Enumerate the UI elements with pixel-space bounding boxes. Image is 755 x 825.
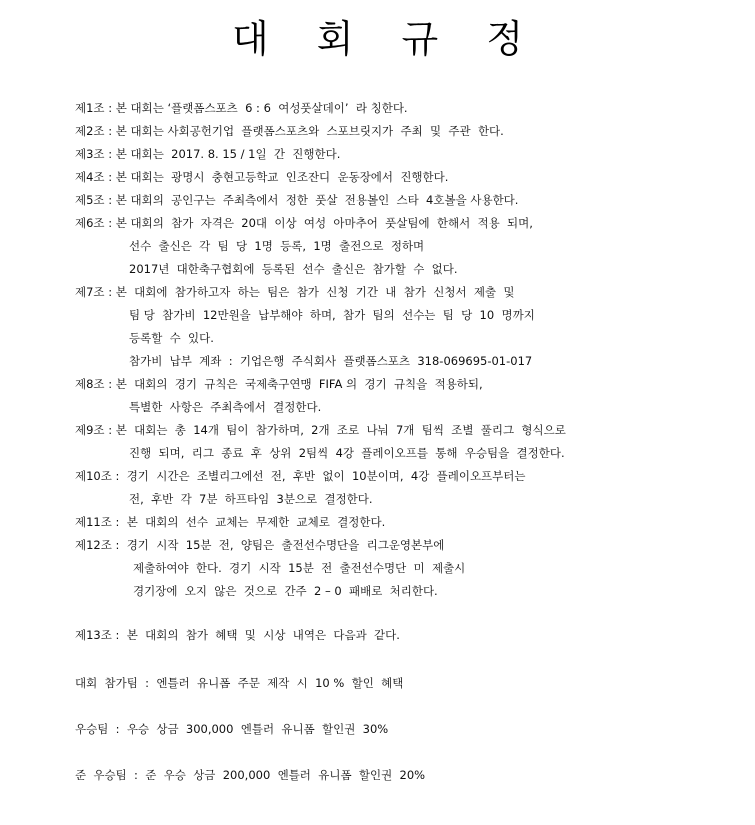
rule-line: 제10조 : 경기 시간은 조별리그에선 전, 후반 없이 10분이며, 4강 플레이오프부터는 (75, 469, 526, 483)
rule-13: 제13조 : 본 대회의 참가 혜택 및 시상 내역은 다음과 같다. (75, 628, 400, 642)
rule-line: 제4조 : 본 대회는 광명시 충현고등학교 인조잔디 운동장에서 진행한다. (75, 170, 449, 184)
rule-line: 팀 당 참가비 12만원을 납부해야 하며, 참가 팀의 선수는 팀 당 10 명까지 (129, 308, 535, 322)
rule-line: 제6조 : 본 대회의 참가 자격은 20대 이상 여성 아마추어 풋살팀에 한해서 적용 되며, (75, 216, 533, 230)
rule-line: 제5조 : 본 대회의 공인구는 주최측에서 정한 풋살 전용볼인 스타 4호볼을 사용한다. (75, 193, 519, 207)
rule-line: 선수 출신은 각 팀 당 1명 등록, 1명 출전으로 정하며 (129, 239, 425, 253)
rule-line: 특별한 사항은 주최측에서 결정한다. (129, 400, 322, 414)
bank-account-line: 참가비 납부 계좌 : 기업은행 주식회사 플랫폼스포츠 318-069695-01-017 (129, 354, 533, 368)
rule-9 (75, 419, 745, 465)
rule-line: 제출하여야 한다. 경기 시작 15분 전 출전선수명단 미 제출시 (133, 561, 466, 575)
page-title: 대 회 규 정 (231, 17, 542, 61)
rule-line: 2017년 대한축구협회에 등록된 선수 출신은 참가할 수 없다. (129, 262, 458, 276)
rule-11 (75, 511, 745, 534)
benefit-participants: 대회 참가팀 : 엔틀러 유니폼 주문 제작 시 10 % 할인 혜택 (75, 676, 404, 690)
rule-line: 제1조 : 본 대회는 ‘플랫폼스포츠 6 : 6 여성풋살데이’ 라 칭한다. (75, 101, 408, 115)
benefit-winner: 우승팀 : 우승 상금 300,000 엔틀러 유니폼 할인권 30% (75, 722, 389, 736)
rule-line: 진행 되며, 리그 종료 후 상위 2팀씩 4강 플레이오프를 통해 우승팀을 결정한다. (129, 446, 565, 460)
rule-3 (75, 143, 745, 166)
benefit-runner-up: 준 우승팀 : 준 우승 상금 200,000 엔틀러 유니폼 할인권 20% (75, 768, 426, 782)
rule-line: 제12조 : 경기 시작 15분 전, 양팀은 출전선수명단을 리그운영본부에 (75, 538, 445, 552)
rule-7 (75, 281, 745, 373)
rule-1 (75, 97, 745, 120)
rule-line: 전, 후반 각 7분 하프타임 3분으로 결정한다. (129, 492, 373, 506)
rule-line: 제7조 : 본 대회에 참가하고자 하는 팀은 참가 신청 기간 내 참가 신청서 제출 및 (75, 285, 515, 299)
rule-10 (75, 465, 745, 511)
rule-4 (75, 166, 745, 189)
rule-line: 경기장에 오지 않은 것으로 간주 2 – 0 패배로 처리한다. (133, 584, 438, 598)
rule-line: 제3조 : 본 대회는 2017. 8. 15 / 1일 간 진행한다. (75, 147, 341, 161)
rule-6 (75, 212, 745, 281)
rule-line: 제2조 : 본 대회는 사회공헌기업 플랫폼스포츠와 스포브릿지가 주최 및 주관 한다. (75, 124, 504, 138)
rules-list (75, 97, 745, 603)
rule-8 (75, 373, 745, 419)
rule-line: 제9조 : 본 대회는 총 14개 팀이 참가하며, 2개 조로 나눠 7개 팀씩 조별 풀리그 형식으로 (75, 423, 566, 437)
rule-line: 등록할 수 있다. (129, 331, 214, 345)
rule-5 (75, 189, 745, 212)
rule-12 (75, 534, 745, 603)
rule-2 (75, 120, 745, 143)
rule-line: 제11조 : 본 대회의 선수 교체는 무제한 교체로 결정한다. (75, 515, 386, 529)
rule-line: 제8조 : 본 대회의 경기 규칙은 국제축구연맹 FIFA 의 경기 규칙을 적용하되, (75, 377, 483, 391)
